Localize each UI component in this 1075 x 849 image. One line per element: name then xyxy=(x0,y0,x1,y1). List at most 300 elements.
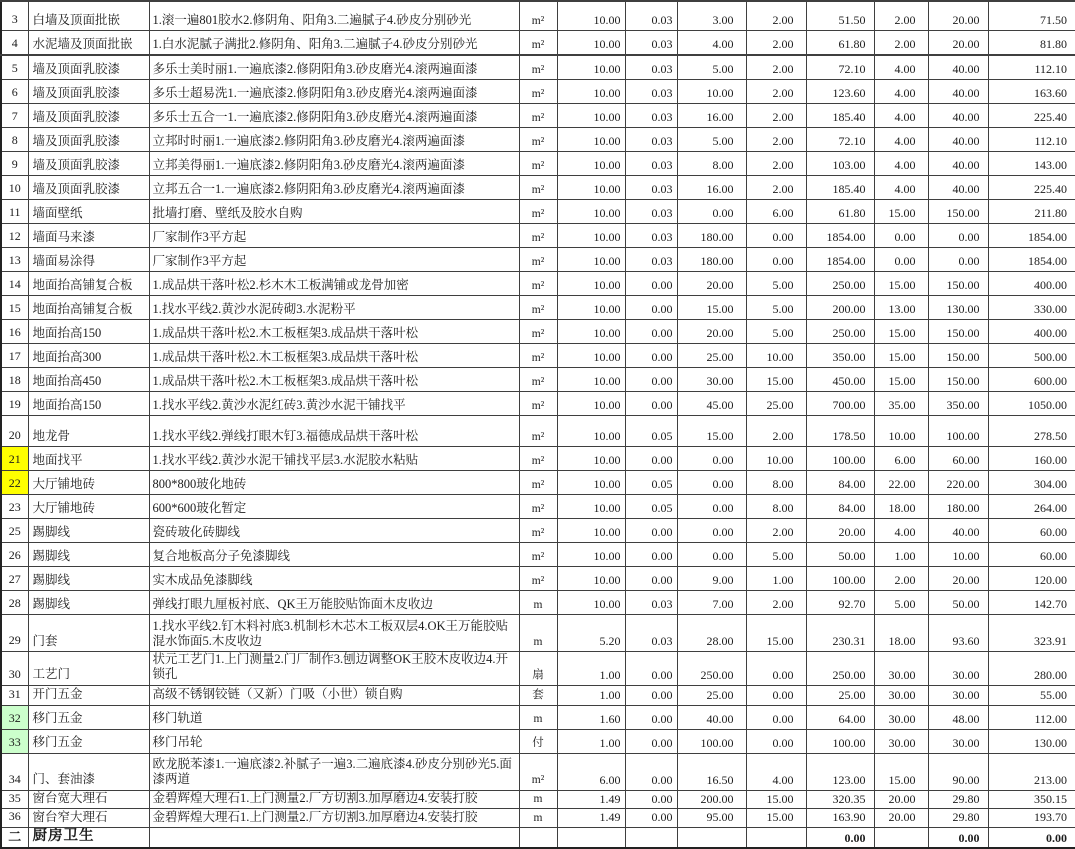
process-description-cell[interactable]: 金碧辉煌大理石1.上门测量2.厂方切割3.加厚磨边4.安装打胶 xyxy=(149,809,519,828)
main-price-cell[interactable]: 15.00 xyxy=(677,296,746,320)
quantity-cell[interactable]: 10.00 xyxy=(557,471,625,495)
item-name-cell[interactable]: 墙及顶面乳胶漆 xyxy=(28,104,149,128)
aux-price-cell[interactable]: 5.00 xyxy=(746,296,806,320)
row-total-cell[interactable]: 280.00 xyxy=(988,652,1075,686)
aux-price-cell[interactable]: 0.00 xyxy=(746,729,806,753)
row-number-cell[interactable]: 19 xyxy=(1,392,28,416)
row-total-cell[interactable]: 600.00 xyxy=(988,368,1075,392)
main-price-cell[interactable]: 0.00 xyxy=(677,447,746,471)
quantity-cell[interactable]: 10.00 xyxy=(557,447,625,471)
labor-total-cell[interactable]: 20.00 xyxy=(928,31,988,56)
labor-price-cell[interactable]: 13.00 xyxy=(874,296,928,320)
process-description-cell[interactable]: 1.找水平线2.黄沙水泥砖砌3.水泥粉平 xyxy=(149,296,519,320)
row-number-cell[interactable]: 35 xyxy=(1,790,28,809)
loss-factor-cell[interactable]: 0.03 xyxy=(625,31,677,56)
loss-factor-cell[interactable]: 0.00 xyxy=(625,296,677,320)
unit-cell[interactable]: m xyxy=(519,591,557,615)
row-total-cell[interactable]: 112.00 xyxy=(988,705,1075,729)
row-number-cell[interactable]: 25 xyxy=(1,519,28,543)
labor-price-cell[interactable]: 2.00 xyxy=(874,567,928,591)
process-description-cell[interactable]: 状元工艺门1.上门测量2.门厂制作3.刨边调整OK王胶木皮收边4.开锁孔 xyxy=(149,652,519,686)
unit-cell[interactable]: m² xyxy=(519,80,557,104)
labor-total-cell[interactable]: 20.00 xyxy=(928,567,988,591)
quantity-cell[interactable]: 10.00 xyxy=(557,272,625,296)
labor-total-cell[interactable]: 40.00 xyxy=(928,176,988,200)
row-number-cell[interactable]: 20 xyxy=(1,416,28,447)
main-price-cell[interactable]: 25.00 xyxy=(677,685,746,705)
row-number-cell[interactable]: 26 xyxy=(1,543,28,567)
row-total-cell[interactable]: 211.80 xyxy=(988,200,1075,224)
row-number-cell[interactable]: 12 xyxy=(1,224,28,248)
material-total-cell[interactable]: 61.80 xyxy=(806,31,874,56)
material-total-cell[interactable]: 250.00 xyxy=(806,652,874,686)
loss-factor-cell[interactable]: 0.03 xyxy=(625,152,677,176)
item-name-cell[interactable]: 白墙及顶面批嵌 xyxy=(28,1,149,31)
aux-price-cell[interactable]: 2.00 xyxy=(746,31,806,56)
labor-price-cell[interactable]: 22.00 xyxy=(874,471,928,495)
aux-price-cell[interactable]: 2.00 xyxy=(746,152,806,176)
main-price-cell[interactable]: 180.00 xyxy=(677,224,746,248)
row-total-cell[interactable]: 213.00 xyxy=(988,753,1075,790)
main-price-cell[interactable]: 100.00 xyxy=(677,729,746,753)
item-name-cell[interactable]: 门套 xyxy=(28,615,149,652)
aux-price-cell[interactable]: 2.00 xyxy=(746,128,806,152)
unit-cell[interactable]: m² xyxy=(519,344,557,368)
aux-price-cell[interactable]: 2.00 xyxy=(746,80,806,104)
unit-cell[interactable]: 付 xyxy=(519,729,557,753)
main-price-cell[interactable]: 9.00 xyxy=(677,567,746,591)
aux-price-cell[interactable]: 1.00 xyxy=(746,567,806,591)
main-price-cell[interactable]: 20.00 xyxy=(677,272,746,296)
row-total-cell[interactable]: 1854.00 xyxy=(988,248,1075,272)
row-total-cell[interactable]: 1854.00 xyxy=(988,224,1075,248)
main-price-cell[interactable]: 8.00 xyxy=(677,152,746,176)
process-description-cell[interactable]: 立邦美得丽1.一遍底漆2.修阴阳角3.砂皮磨光4.滚两遍面漆 xyxy=(149,152,519,176)
section-labor-price-cell[interactable] xyxy=(874,827,928,848)
row-number-cell[interactable]: 31 xyxy=(1,685,28,705)
process-description-cell[interactable]: 立邦时时丽1.一遍底漆2.修阴阳角3.砂皮磨光4.滚两遍面漆 xyxy=(149,128,519,152)
quantity-cell[interactable]: 1.49 xyxy=(557,809,625,828)
labor-price-cell[interactable]: 4.00 xyxy=(874,152,928,176)
quantity-cell[interactable]: 10.00 xyxy=(557,519,625,543)
loss-factor-cell[interactable]: 0.00 xyxy=(625,368,677,392)
item-name-cell[interactable]: 地面抬高300 xyxy=(28,344,149,368)
row-number-cell[interactable]: 36 xyxy=(1,809,28,828)
labor-total-cell[interactable]: 150.00 xyxy=(928,272,988,296)
loss-factor-cell[interactable]: 0.03 xyxy=(625,176,677,200)
item-name-cell[interactable]: 地面抬高铺复合板 xyxy=(28,272,149,296)
row-number-cell[interactable]: 29 xyxy=(1,615,28,652)
aux-price-cell[interactable]: 15.00 xyxy=(746,368,806,392)
row-total-cell[interactable]: 350.15 xyxy=(988,790,1075,809)
labor-price-cell[interactable]: 4.00 xyxy=(874,519,928,543)
main-price-cell[interactable]: 180.00 xyxy=(677,248,746,272)
section-total-cell[interactable]: 0.00 xyxy=(988,827,1075,848)
process-description-cell[interactable]: 1.找水平线2.黄沙水泥干铺找平层3.水泥胶水粘贴 xyxy=(149,447,519,471)
labor-total-cell[interactable]: 150.00 xyxy=(928,368,988,392)
labor-total-cell[interactable]: 48.00 xyxy=(928,705,988,729)
main-price-cell[interactable]: 16.00 xyxy=(677,176,746,200)
row-total-cell[interactable]: 400.00 xyxy=(988,272,1075,296)
labor-total-cell[interactable]: 150.00 xyxy=(928,320,988,344)
item-name-cell[interactable]: 窗台窄大理石 xyxy=(28,809,149,828)
main-price-cell[interactable]: 28.00 xyxy=(677,615,746,652)
labor-price-cell[interactable]: 15.00 xyxy=(874,200,928,224)
aux-price-cell[interactable]: 15.00 xyxy=(746,615,806,652)
main-price-cell[interactable]: 0.00 xyxy=(677,471,746,495)
process-description-cell[interactable]: 复合地板高分子免漆脚线 xyxy=(149,543,519,567)
unit-cell[interactable]: m² xyxy=(519,416,557,447)
quantity-cell[interactable]: 10.00 xyxy=(557,368,625,392)
main-price-cell[interactable]: 40.00 xyxy=(677,705,746,729)
aux-price-cell[interactable]: 25.00 xyxy=(746,392,806,416)
loss-factor-cell[interactable]: 0.00 xyxy=(625,519,677,543)
quantity-cell[interactable]: 10.00 xyxy=(557,495,625,519)
labor-price-cell[interactable]: 5.00 xyxy=(874,591,928,615)
material-total-cell[interactable]: 123.00 xyxy=(806,753,874,790)
unit-cell[interactable]: m² xyxy=(519,248,557,272)
labor-total-cell[interactable]: 90.00 xyxy=(928,753,988,790)
row-total-cell[interactable]: 278.50 xyxy=(988,416,1075,447)
quantity-cell[interactable]: 10.00 xyxy=(557,152,625,176)
labor-total-cell[interactable]: 220.00 xyxy=(928,471,988,495)
row-number-cell[interactable]: 9 xyxy=(1,152,28,176)
loss-factor-cell[interactable]: 0.00 xyxy=(625,705,677,729)
row-number-cell[interactable]: 3 xyxy=(1,1,28,31)
aux-price-cell[interactable]: 0.00 xyxy=(746,248,806,272)
unit-cell[interactable]: m² xyxy=(519,753,557,790)
material-total-cell[interactable]: 51.50 xyxy=(806,1,874,31)
material-total-cell[interactable]: 84.00 xyxy=(806,495,874,519)
process-description-cell[interactable]: 立邦五合一1.一遍底漆2.修阴阳角3.砂皮磨光4.滚两遍面漆 xyxy=(149,176,519,200)
labor-price-cell[interactable]: 0.00 xyxy=(874,224,928,248)
main-price-cell[interactable]: 16.50 xyxy=(677,753,746,790)
labor-total-cell[interactable]: 40.00 xyxy=(928,55,988,80)
section-loss-cell[interactable] xyxy=(625,827,677,848)
row-total-cell[interactable]: 60.00 xyxy=(988,543,1075,567)
quantity-cell[interactable]: 6.00 xyxy=(557,753,625,790)
item-name-cell[interactable]: 踢脚线 xyxy=(28,543,149,567)
row-total-cell[interactable]: 130.00 xyxy=(988,729,1075,753)
quantity-cell[interactable]: 1.60 xyxy=(557,705,625,729)
row-number-cell[interactable]: 32 xyxy=(1,705,28,729)
main-price-cell[interactable]: 0.00 xyxy=(677,543,746,567)
loss-factor-cell[interactable]: 0.03 xyxy=(625,55,677,80)
row-number-cell[interactable]: 34 xyxy=(1,753,28,790)
loss-factor-cell[interactable]: 0.00 xyxy=(625,790,677,809)
material-total-cell[interactable]: 163.90 xyxy=(806,809,874,828)
process-description-cell[interactable]: 批墙打磨、壁纸及胶水自购 xyxy=(149,200,519,224)
row-number-cell[interactable]: 16 xyxy=(1,320,28,344)
row-total-cell[interactable]: 160.00 xyxy=(988,447,1075,471)
material-total-cell[interactable]: 100.00 xyxy=(806,729,874,753)
material-total-cell[interactable]: 350.00 xyxy=(806,344,874,368)
row-total-cell[interactable]: 81.80 xyxy=(988,31,1075,56)
aux-price-cell[interactable]: 0.00 xyxy=(746,652,806,686)
material-total-cell[interactable]: 72.10 xyxy=(806,55,874,80)
process-description-cell[interactable]: 600*600玻化暂定 xyxy=(149,495,519,519)
labor-price-cell[interactable]: 0.00 xyxy=(874,248,928,272)
process-description-cell[interactable]: 1.成品烘干落叶松2.木工板框架3.成品烘干落叶松 xyxy=(149,320,519,344)
unit-cell[interactable]: m² xyxy=(519,152,557,176)
row-total-cell[interactable]: 112.10 xyxy=(988,55,1075,80)
main-price-cell[interactable]: 5.00 xyxy=(677,128,746,152)
unit-cell[interactable]: m² xyxy=(519,447,557,471)
unit-cell[interactable]: m² xyxy=(519,55,557,80)
quantity-cell[interactable]: 10.00 xyxy=(557,344,625,368)
row-number-cell[interactable]: 10 xyxy=(1,176,28,200)
loss-factor-cell[interactable]: 0.03 xyxy=(625,1,677,31)
material-total-cell[interactable]: 123.60 xyxy=(806,80,874,104)
loss-factor-cell[interactable]: 0.00 xyxy=(625,685,677,705)
row-total-cell[interactable]: 304.00 xyxy=(988,471,1075,495)
row-total-cell[interactable]: 1050.00 xyxy=(988,392,1075,416)
material-total-cell[interactable]: 100.00 xyxy=(806,567,874,591)
row-number-cell[interactable]: 8 xyxy=(1,128,28,152)
labor-price-cell[interactable]: 15.00 xyxy=(874,272,928,296)
unit-cell[interactable]: m² xyxy=(519,31,557,56)
main-price-cell[interactable]: 0.00 xyxy=(677,495,746,519)
unit-cell[interactable]: m² xyxy=(519,368,557,392)
labor-total-cell[interactable]: 50.00 xyxy=(928,591,988,615)
section-number-cell[interactable]: 二 xyxy=(1,827,28,848)
material-total-cell[interactable]: 25.00 xyxy=(806,685,874,705)
process-description-cell[interactable]: 1.滚一遍801胶水2.修阴角、阳角3.二遍腻子4.砂皮分别砂光 xyxy=(149,1,519,31)
labor-price-cell[interactable]: 15.00 xyxy=(874,368,928,392)
labor-total-cell[interactable]: 350.00 xyxy=(928,392,988,416)
aux-price-cell[interactable]: 5.00 xyxy=(746,320,806,344)
labor-total-cell[interactable]: 30.00 xyxy=(928,652,988,686)
labor-price-cell[interactable]: 15.00 xyxy=(874,753,928,790)
material-total-cell[interactable]: 20.00 xyxy=(806,519,874,543)
material-total-cell[interactable]: 64.00 xyxy=(806,705,874,729)
item-name-cell[interactable]: 墙及顶面乳胶漆 xyxy=(28,55,149,80)
process-description-cell[interactable]: 1.找水平线2.钉木料衬底3.机制杉木芯木工板双层4.OK王万能胶贴混水饰面5.木皮收边 xyxy=(149,615,519,652)
material-total-cell[interactable]: 50.00 xyxy=(806,543,874,567)
main-price-cell[interactable]: 16.00 xyxy=(677,104,746,128)
labor-total-cell[interactable]: 40.00 xyxy=(928,104,988,128)
aux-price-cell[interactable]: 10.00 xyxy=(746,344,806,368)
labor-price-cell[interactable]: 4.00 xyxy=(874,176,928,200)
main-price-cell[interactable]: 4.00 xyxy=(677,31,746,56)
item-name-cell[interactable]: 地面抬高150 xyxy=(28,320,149,344)
quantity-cell[interactable]: 10.00 xyxy=(557,224,625,248)
labor-price-cell[interactable]: 20.00 xyxy=(874,790,928,809)
process-description-cell[interactable]: 金碧辉煌大理石1.上门测量2.厂方切割3.加厚磨边4.安装打胶 xyxy=(149,790,519,809)
labor-total-cell[interactable]: 30.00 xyxy=(928,729,988,753)
main-price-cell[interactable]: 5.00 xyxy=(677,55,746,80)
main-price-cell[interactable]: 95.00 xyxy=(677,809,746,828)
labor-price-cell[interactable]: 15.00 xyxy=(874,344,928,368)
item-name-cell[interactable]: 地面找平 xyxy=(28,447,149,471)
row-total-cell[interactable]: 193.70 xyxy=(988,809,1075,828)
unit-cell[interactable]: m² xyxy=(519,176,557,200)
row-number-cell[interactable]: 17 xyxy=(1,344,28,368)
labor-total-cell[interactable]: 40.00 xyxy=(928,519,988,543)
material-total-cell[interactable]: 61.80 xyxy=(806,200,874,224)
loss-factor-cell[interactable]: 0.00 xyxy=(625,344,677,368)
process-description-cell[interactable]: 多乐士美时丽1.一遍底漆2.修阴阳角3.砂皮磨光4.滚两遍面漆 xyxy=(149,55,519,80)
item-name-cell[interactable]: 地面抬高150 xyxy=(28,392,149,416)
labor-price-cell[interactable]: 18.00 xyxy=(874,615,928,652)
quantity-cell[interactable]: 1.00 xyxy=(557,685,625,705)
material-total-cell[interactable]: 185.40 xyxy=(806,104,874,128)
loss-factor-cell[interactable]: 0.00 xyxy=(625,392,677,416)
item-name-cell[interactable]: 墙及顶面乳胶漆 xyxy=(28,176,149,200)
labor-total-cell[interactable]: 29.80 xyxy=(928,809,988,828)
aux-price-cell[interactable]: 2.00 xyxy=(746,519,806,543)
row-total-cell[interactable]: 163.60 xyxy=(988,80,1075,104)
material-total-cell[interactable]: 178.50 xyxy=(806,416,874,447)
process-description-cell[interactable]: 800*800玻化地砖 xyxy=(149,471,519,495)
row-number-cell[interactable]: 13 xyxy=(1,248,28,272)
material-total-cell[interactable]: 200.00 xyxy=(806,296,874,320)
labor-total-cell[interactable]: 0.00 xyxy=(928,248,988,272)
quantity-cell[interactable]: 10.00 xyxy=(557,392,625,416)
loss-factor-cell[interactable]: 0.03 xyxy=(625,591,677,615)
loss-factor-cell[interactable]: 0.00 xyxy=(625,729,677,753)
unit-cell[interactable]: m² xyxy=(519,320,557,344)
loss-factor-cell[interactable]: 0.00 xyxy=(625,809,677,828)
material-total-cell[interactable]: 450.00 xyxy=(806,368,874,392)
quantity-cell[interactable]: 10.00 xyxy=(557,591,625,615)
labor-price-cell[interactable]: 2.00 xyxy=(874,1,928,31)
labor-price-cell[interactable]: 18.00 xyxy=(874,495,928,519)
item-name-cell[interactable]: 墙面马来漆 xyxy=(28,224,149,248)
section-unit-cell[interactable] xyxy=(519,827,557,848)
process-description-cell[interactable]: 1.成品烘干落叶松2.杉木木工板满铺或龙骨加密 xyxy=(149,272,519,296)
labor-price-cell[interactable]: 30.00 xyxy=(874,685,928,705)
main-price-cell[interactable]: 10.00 xyxy=(677,80,746,104)
process-description-cell[interactable]: 弹线打眼九厘板衬底、QK王万能胶贴饰面木皮收边 xyxy=(149,591,519,615)
section-material-total-cell[interactable]: 0.00 xyxy=(806,827,874,848)
quantity-cell[interactable]: 5.20 xyxy=(557,615,625,652)
aux-price-cell[interactable]: 0.00 xyxy=(746,705,806,729)
unit-cell[interactable]: m xyxy=(519,790,557,809)
quantity-cell[interactable]: 10.00 xyxy=(557,104,625,128)
process-description-cell[interactable]: 移门吊轮 xyxy=(149,729,519,753)
row-total-cell[interactable]: 142.70 xyxy=(988,591,1075,615)
quantity-cell[interactable]: 10.00 xyxy=(557,176,625,200)
material-total-cell[interactable]: 250.00 xyxy=(806,272,874,296)
quantity-cell[interactable]: 10.00 xyxy=(557,320,625,344)
main-price-cell[interactable]: 25.00 xyxy=(677,344,746,368)
row-total-cell[interactable]: 264.00 xyxy=(988,495,1075,519)
process-description-cell[interactable]: 多乐士五合一1.一遍底漆2.修阴阳角3.砂皮磨光4.滚两遍面漆 xyxy=(149,104,519,128)
quantity-cell[interactable]: 10.00 xyxy=(557,1,625,31)
row-number-cell[interactable]: 21 xyxy=(1,447,28,471)
unit-cell[interactable]: m² xyxy=(519,543,557,567)
section-title-cell[interactable]: 厨房卫生 xyxy=(28,827,149,848)
aux-price-cell[interactable]: 6.00 xyxy=(746,200,806,224)
row-number-cell[interactable]: 6 xyxy=(1,80,28,104)
main-price-cell[interactable]: 250.00 xyxy=(677,652,746,686)
unit-cell[interactable]: m² xyxy=(519,392,557,416)
item-name-cell[interactable]: 开门五金 xyxy=(28,685,149,705)
material-total-cell[interactable]: 1854.00 xyxy=(806,248,874,272)
material-total-cell[interactable]: 72.10 xyxy=(806,128,874,152)
process-description-cell[interactable]: 多乐士超易洗1.一遍底漆2.修阴阳角3.砂皮磨光4.滚两遍面漆 xyxy=(149,80,519,104)
labor-total-cell[interactable]: 40.00 xyxy=(928,152,988,176)
labor-price-cell[interactable]: 35.00 xyxy=(874,392,928,416)
loss-factor-cell[interactable]: 0.00 xyxy=(625,543,677,567)
unit-cell[interactable]: m xyxy=(519,615,557,652)
unit-cell[interactable]: 套 xyxy=(519,685,557,705)
labor-price-cell[interactable]: 15.00 xyxy=(874,320,928,344)
process-description-cell[interactable]: 瓷砖玻化砖脚线 xyxy=(149,519,519,543)
labor-price-cell[interactable]: 4.00 xyxy=(874,80,928,104)
labor-total-cell[interactable]: 130.00 xyxy=(928,296,988,320)
item-name-cell[interactable]: 门、套油漆 xyxy=(28,753,149,790)
labor-price-cell[interactable]: 6.00 xyxy=(874,447,928,471)
labor-total-cell[interactable]: 0.00 xyxy=(928,224,988,248)
process-description-cell[interactable]: 高级不锈钢铰链（又新）门吸（小世）锁自购 xyxy=(149,685,519,705)
quantity-cell[interactable]: 10.00 xyxy=(557,248,625,272)
row-total-cell[interactable]: 112.10 xyxy=(988,128,1075,152)
row-total-cell[interactable]: 330.00 xyxy=(988,296,1075,320)
row-number-cell[interactable]: 14 xyxy=(1,272,28,296)
main-price-cell[interactable]: 0.00 xyxy=(677,519,746,543)
aux-price-cell[interactable]: 4.00 xyxy=(746,753,806,790)
quantity-cell[interactable]: 10.00 xyxy=(557,543,625,567)
item-name-cell[interactable]: 工艺门 xyxy=(28,652,149,686)
item-name-cell[interactable]: 墙面壁纸 xyxy=(28,200,149,224)
material-total-cell[interactable]: 700.00 xyxy=(806,392,874,416)
aux-price-cell[interactable]: 10.00 xyxy=(746,447,806,471)
material-total-cell[interactable]: 103.00 xyxy=(806,152,874,176)
item-name-cell[interactable]: 墙及顶面乳胶漆 xyxy=(28,128,149,152)
main-price-cell[interactable]: 7.00 xyxy=(677,591,746,615)
row-total-cell[interactable]: 225.40 xyxy=(988,104,1075,128)
section-price2-cell[interactable] xyxy=(746,827,806,848)
quantity-cell[interactable]: 10.00 xyxy=(557,416,625,447)
row-number-cell[interactable]: 28 xyxy=(1,591,28,615)
labor-total-cell[interactable]: 20.00 xyxy=(928,1,988,31)
quantity-cell[interactable]: 10.00 xyxy=(557,128,625,152)
loss-factor-cell[interactable]: 0.03 xyxy=(625,80,677,104)
row-number-cell[interactable]: 22 xyxy=(1,471,28,495)
item-name-cell[interactable]: 地面抬高450 xyxy=(28,368,149,392)
aux-price-cell[interactable]: 2.00 xyxy=(746,176,806,200)
loss-factor-cell[interactable]: 0.03 xyxy=(625,615,677,652)
labor-price-cell[interactable]: 20.00 xyxy=(874,809,928,828)
row-total-cell[interactable]: 500.00 xyxy=(988,344,1075,368)
unit-cell[interactable]: m² xyxy=(519,471,557,495)
labor-total-cell[interactable]: 10.00 xyxy=(928,543,988,567)
quantity-cell[interactable]: 1.49 xyxy=(557,790,625,809)
process-description-cell[interactable]: 欧龙脱苯漆1.一遍底漆2.补腻子一遍3.二遍底漆4.砂皮分别砂光5.面漆两道 xyxy=(149,753,519,790)
quantity-cell[interactable]: 10.00 xyxy=(557,55,625,80)
item-name-cell[interactable]: 踢脚线 xyxy=(28,519,149,543)
unit-cell[interactable]: m² xyxy=(519,104,557,128)
main-price-cell[interactable]: 20.00 xyxy=(677,320,746,344)
material-total-cell[interactable]: 230.31 xyxy=(806,615,874,652)
unit-cell[interactable]: m xyxy=(519,705,557,729)
aux-price-cell[interactable]: 2.00 xyxy=(746,55,806,80)
aux-price-cell[interactable]: 0.00 xyxy=(746,224,806,248)
row-total-cell[interactable]: 71.50 xyxy=(988,1,1075,31)
unit-cell[interactable]: m² xyxy=(519,272,557,296)
loss-factor-cell[interactable]: 0.03 xyxy=(625,200,677,224)
material-total-cell[interactable]: 320.35 xyxy=(806,790,874,809)
labor-total-cell[interactable]: 29.80 xyxy=(928,790,988,809)
unit-cell[interactable]: m² xyxy=(519,296,557,320)
process-description-cell[interactable]: 1.白水泥腻子满批2.修阴角、阳角3.二遍腻子4.砂皮分别砂光 xyxy=(149,31,519,56)
aux-price-cell[interactable]: 15.00 xyxy=(746,790,806,809)
unit-cell[interactable]: m² xyxy=(519,519,557,543)
item-name-cell[interactable]: 墙面易涂得 xyxy=(28,248,149,272)
process-description-cell[interactable]: 实木成品免漆脚线 xyxy=(149,567,519,591)
